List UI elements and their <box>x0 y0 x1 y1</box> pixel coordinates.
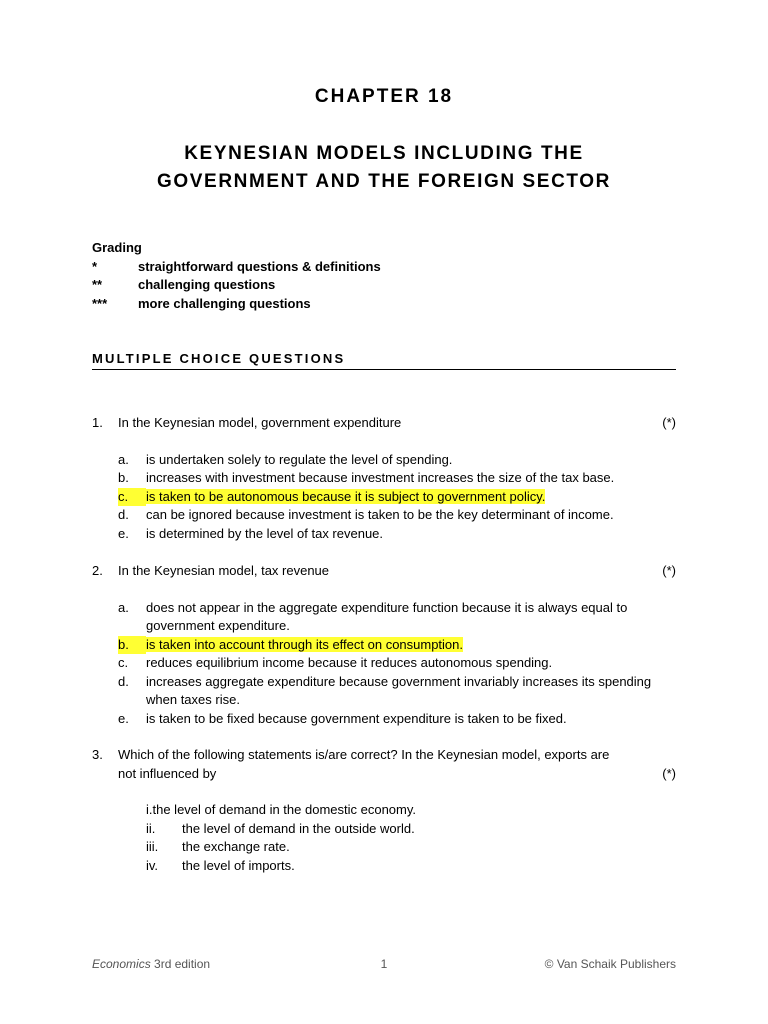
answer-option <box>92 599 676 636</box>
section-heading: MULTIPLE CHOICE QUESTIONS <box>92 351 346 366</box>
footer-book-title: Economics <box>92 957 151 971</box>
chapter-title <box>0 140 768 196</box>
option-text: is undertaken solely to regulate the level of spending. <box>146 451 453 467</box>
grading-row <box>92 276 381 295</box>
statement-label: ii. <box>146 820 156 836</box>
answer-option <box>92 506 676 525</box>
answer-option <box>92 710 676 729</box>
question-2 <box>92 562 676 728</box>
answer-option <box>92 654 676 673</box>
answer-option <box>92 451 676 470</box>
chapter-title-line-2: GOVERNMENT AND THE FOREIGN SECTOR <box>157 171 611 192</box>
question-3 <box>92 746 676 875</box>
question-grade: (*) <box>662 765 676 781</box>
question-grade: (*) <box>662 415 676 430</box>
option-letter: c. <box>118 488 146 507</box>
option-text: increases aggregate expenditure because government invariably increases its spending when taxes rise. <box>146 673 652 707</box>
chapter-title-line-1: KEYNESIAN MODELS INCLUDING THE <box>184 143 584 164</box>
option-text: does not appear in the aggregate expenditure function because it is always equal to government expenditure. <box>146 599 628 633</box>
chapter-number: CHAPTER 18 <box>314 86 454 107</box>
option-text: is determined by the level of tax revenue. <box>146 525 384 541</box>
question-number: 2. <box>92 563 103 578</box>
option-text: increases with investment because investment increases the size of the tax base. <box>146 470 615 485</box>
option-letter: b. <box>118 470 129 485</box>
grading-symbol: ** <box>92 277 103 292</box>
grading-legend <box>92 239 381 313</box>
answer-option <box>92 525 676 544</box>
answer-option <box>92 469 676 488</box>
statement-item <box>146 838 676 857</box>
question-1 <box>92 414 676 543</box>
option-letter: a. <box>118 451 129 467</box>
grading-text: more challenging questions <box>138 295 311 311</box>
option-text: reduces equilibrium income because it reduces autonomous spending. <box>146 655 553 670</box>
statement-label: i. <box>146 802 153 817</box>
question-number: 3. <box>92 747 103 762</box>
option-letter: a. <box>118 599 129 615</box>
grading-symbol: *** <box>92 295 108 311</box>
statement-item <box>146 801 676 820</box>
statement-text: the level of demand in the outside world. <box>182 820 415 836</box>
option-letter: c. <box>118 655 129 670</box>
statement-text: the level of imports. <box>182 857 295 873</box>
grading-row <box>92 258 381 277</box>
statement-label: iii. <box>146 839 159 854</box>
question-stem: In the Keynesian model, government expenditure <box>118 415 402 430</box>
option-letter: e. <box>118 710 129 726</box>
option-letter: d. <box>118 673 129 689</box>
grading-row <box>92 295 381 314</box>
footer-publisher: © Van Schaik Publishers <box>544 957 676 971</box>
answer-option-highlighted <box>92 636 676 655</box>
grading-symbol: * <box>92 258 98 274</box>
question-stem: In the Keynesian model, tax revenue <box>118 563 330 578</box>
question-stem-line-1: Which of the following statements is/are correct? In the Keynesian model, exports are <box>118 747 610 762</box>
statement-label: iv. <box>146 857 159 873</box>
grading-text: straightforward questions & definitions <box>138 258 381 274</box>
statement-text: the exchange rate. <box>182 839 290 854</box>
option-letter: d. <box>118 507 129 522</box>
statement-item <box>146 857 676 876</box>
section-divider <box>92 369 676 370</box>
option-text: is taken to be fixed because government expenditure is taken to be fixed. <box>146 710 567 726</box>
option-text: is taken to be autonomous because it is subject to government policy. <box>146 488 546 504</box>
answer-option <box>92 673 676 710</box>
statement-text: the level of demand in the domestic economy. <box>152 802 417 817</box>
grading-text: challenging questions <box>138 277 276 292</box>
statement-item <box>146 820 676 839</box>
question-number: 1. <box>92 415 103 430</box>
question-stem-line-2: not influenced by <box>118 765 217 781</box>
option-text: is taken into account through its effect on consumption. <box>146 636 464 652</box>
question-grade: (*) <box>662 563 676 578</box>
option-letter: b. <box>118 636 146 655</box>
footer-page-number: 1 <box>380 957 388 971</box>
footer-edition: 3rd edition <box>150 957 211 971</box>
option-text: can be ignored because investment is taken to be the key determinant of income. <box>146 507 614 522</box>
grading-heading: Grading <box>92 240 142 255</box>
option-letter: e. <box>118 525 129 541</box>
answer-option-highlighted <box>92 488 676 507</box>
